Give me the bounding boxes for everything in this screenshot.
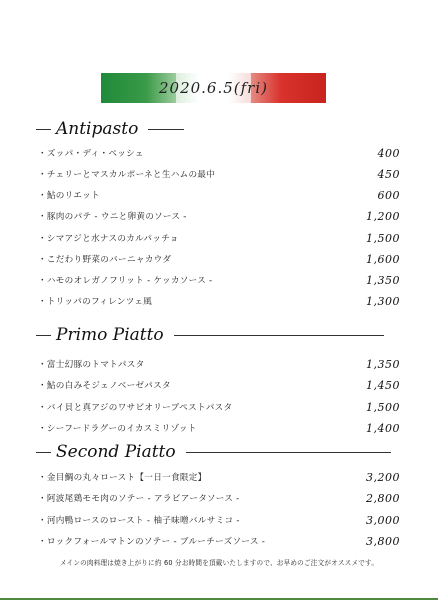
- title-rule: [148, 129, 184, 130]
- title-dash: [36, 452, 51, 453]
- title-dash: [36, 335, 51, 336]
- item-price: 1,350: [366, 357, 400, 371]
- item-price: 450: [377, 167, 400, 181]
- menu-item: [38, 293, 400, 309]
- item-price: 2,800: [366, 491, 400, 505]
- menu-date: 2020.6.5(fri): [158, 79, 269, 97]
- menu-item: [38, 208, 400, 224]
- menu-item: [38, 490, 400, 506]
- footer-note: メインの肉料理は焼き上がりに約 60 分お時間を頂戴いたしますので、お早めのご注文がオススメです。: [59, 559, 379, 567]
- item-price: 1,500: [366, 231, 400, 245]
- item-name: ・ロックフォールマトンのソテー - ブルーチーズソース -: [38, 537, 266, 547]
- item-price: 1,400: [366, 421, 400, 435]
- title-rule: [174, 335, 384, 336]
- menu-item: [38, 377, 400, 393]
- item-name: ・河内鴨ロースのロースト - 柚子味噌バルサミコ -: [38, 516, 240, 526]
- menu-item: [38, 145, 400, 161]
- item-price: 1,350: [366, 273, 400, 287]
- section-primo-piatto: [36, 325, 384, 345]
- item-name: ・シマアジと水ナスのカルパッチョ: [38, 234, 179, 244]
- item-name: ・富士幻豚のトマトパスタ: [38, 360, 145, 370]
- item-price: 600: [377, 188, 400, 202]
- item-price: 1,300: [366, 294, 400, 308]
- item-name: ・ハモのオレガノフリット - ケッカソース -: [38, 276, 213, 286]
- menu-item: [38, 533, 400, 549]
- item-name: ・鮎の白みそジェノベーゼパスタ: [38, 381, 171, 391]
- item-price: 3,000: [366, 513, 400, 527]
- title-rule: [186, 452, 391, 453]
- menu-item: [38, 356, 400, 372]
- section-antipasto: [36, 119, 184, 139]
- item-price: 1,600: [366, 252, 400, 266]
- menu-item: [38, 187, 400, 203]
- item-name: ・豚肉のパテ - ウニと卵黄のソース -: [38, 212, 187, 222]
- item-name: ・ズッパ・ディ・ペッシェ: [38, 149, 144, 159]
- item-name: ・金目鯛の丸々ロースト【一日一食限定】: [38, 473, 207, 483]
- menu-item: [38, 166, 400, 182]
- date-banner: [101, 73, 326, 103]
- item-price: 1,500: [366, 400, 400, 414]
- item-name: ・阿波尾鶏モモ肉のソテー - アラビアータソース -: [38, 494, 240, 504]
- menu-item: [38, 512, 400, 528]
- item-price: 3,800: [366, 534, 400, 548]
- section-title: Antipasto: [56, 119, 139, 139]
- item-name: ・鮎のリエット: [38, 191, 100, 201]
- item-price: 1,200: [366, 209, 400, 223]
- item-price: 3,200: [366, 470, 400, 484]
- section-title: Second Piatto: [56, 442, 176, 462]
- title-dash: [36, 129, 51, 130]
- item-price: 400: [377, 146, 400, 160]
- item-name: ・こだわり野菜のバーニャカウダ: [38, 255, 172, 265]
- item-name: ・トリッパのフィレンツェ風: [38, 297, 153, 307]
- menu-item: [38, 230, 400, 246]
- item-name: ・シーフードラグーのイカスミリゾット: [38, 424, 197, 434]
- section-title: Primo Piatto: [56, 325, 164, 345]
- menu-item: [38, 399, 400, 415]
- menu-item: [38, 469, 400, 485]
- menu-item: [38, 420, 400, 436]
- section-second-piatto: [36, 442, 391, 462]
- menu-item: [38, 272, 400, 288]
- menu-item: [38, 251, 400, 267]
- item-price: 1,450: [366, 378, 400, 392]
- item-name: ・チェリーとマスカルポーネと生ハムの最中: [38, 170, 216, 180]
- item-name: ・バイ貝と真アジのワサビオリーブペストパスタ: [38, 403, 233, 413]
